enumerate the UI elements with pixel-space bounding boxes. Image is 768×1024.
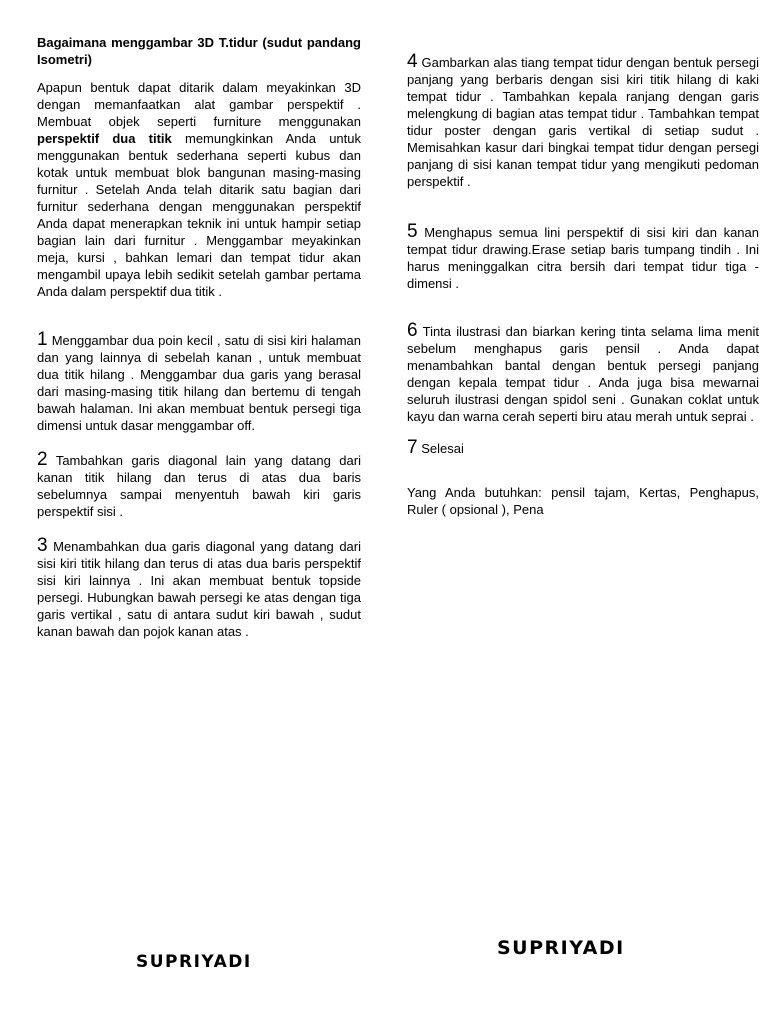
- step-text: Menggambar dua poin kecil , satu di sisi kiri halaman dan yang lainnya di sebelah kanan , untuk membuat dua titik hilang . Menggambar dua garis yang berasal dari masing-masing titik hilang dan bertemu di tengah bawah halaman. Ini akan membuat bentuk persegi tiga dimensi untuk dasar menggambar off.: [37, 333, 361, 433]
- step-7: [407, 439, 759, 457]
- step-number: 3: [37, 535, 48, 556]
- step-text: Menambahkan dua garis diagonal yang datang dari sisi kiri titik hilang dan terus di atas dua baris perspektif sisi kiri lainnya . Ini akan membuat bentuk topside persegi. Hubungkan bawah persegi ke atas dengan tiga garis vertikal , satu di antara sudut kiri bawah , sudut kanan bawah dan pojok kanan atas .: [37, 539, 361, 639]
- step-text: Selesai: [421, 441, 464, 456]
- intro-paragraph: [37, 79, 361, 300]
- step-number: 1: [37, 329, 48, 350]
- document-title: Bagaimana menggambar 3D T.tidur (sudut pandang Isometri): [37, 35, 361, 67]
- step-1: [37, 331, 361, 434]
- step-number: 6: [407, 320, 418, 341]
- left-column: [37, 34, 361, 657]
- step-2: [37, 451, 361, 520]
- step-text: Tinta ilustrasi dan biarkan kering tinta selama lima menit sebelum menghapus garis pensil . Anda dapat menambahkan bantal dengan bentuk persegi panjang dengan kepala tempat tidur . Anda juga bisa mewarnai seluruh ilustrasi dengan spidol seni . Gunakan coklat untuk kayu dan warna cerah seperti biru atau merah untuk seprai .: [407, 324, 759, 424]
- step-text: Menghapus semua lini perspektif di sisi kiri dan kanan tempat tidur drawing.Erase setiap baris tumpang tindih . Ini harus meninggalkan citra bersih dari tempat tidur tiga - dimensi .: [407, 225, 759, 291]
- step-number: 5: [407, 221, 418, 242]
- step-5: [407, 223, 759, 292]
- step-number: 4: [407, 51, 418, 72]
- step-6: [407, 322, 759, 425]
- step-text: Tambahkan garis diagonal lain yang datang dari kanan titik hilang dan terus di atas dua baris sebelumnya sampai menyentuh bawah kiri garis perspektif sisi .: [37, 453, 361, 519]
- signature-right: SUPRIYADI: [497, 937, 625, 959]
- step-3: [37, 537, 361, 640]
- step-text: Gambarkan alas tiang tempat tidur dengan bentuk persegi panjang yang berbaris dengan sisi kiri titik hilang di kaki tempat tidur . Tambahkan kepala ranjang dengan garis melengkung di bagian atas tempat tidur . Tambahkan tempat tidur poster dengan garis vertikal di setiap sudut . Memisahkan kasur dari bingkai tempat tidur dengan persegi panjang di sisi kanan tempat tidur yang mengikuti pedoman perspektif .: [407, 55, 759, 189]
- right-column: [407, 53, 759, 518]
- intro-text-end: memungkinkan Anda untuk menggunakan bentuk sederhana seperti kubus dan kotak untuk membuat blok bangunan masing-masing furnitur . Setelah Anda telah ditarik satu bagian dari furnitur sederhana dengan menggunakan perspektif Anda dapat menerapkan teknik ini untuk hampir setiap bagian lain dari furnitur . Menggambar meyakinkan meja, kursi , bahkan lemari dan tempat tidur akan mengambil upaya lebih sedikit setelah gambar pertama Anda dalam perspektif dua titik .: [37, 131, 362, 299]
- intro-bold-term: perspektif dua titik: [37, 131, 172, 146]
- intro-text-start: Apapun bentuk dapat ditarik dalam meyakinkan 3D dengan memanfaatkan alat gambar perspektif . Membuat objek seperti furniture menggunakan: [37, 80, 361, 129]
- step-number: 2: [37, 449, 48, 470]
- signature-left: SUPRIYADI: [136, 952, 252, 972]
- step-4: [407, 53, 759, 190]
- step-number: 7: [407, 437, 418, 458]
- materials-list: Yang Anda butuhkan: pensil tajam, Kertas, Penghapus, Ruler ( opsional ), Pena: [407, 485, 759, 517]
